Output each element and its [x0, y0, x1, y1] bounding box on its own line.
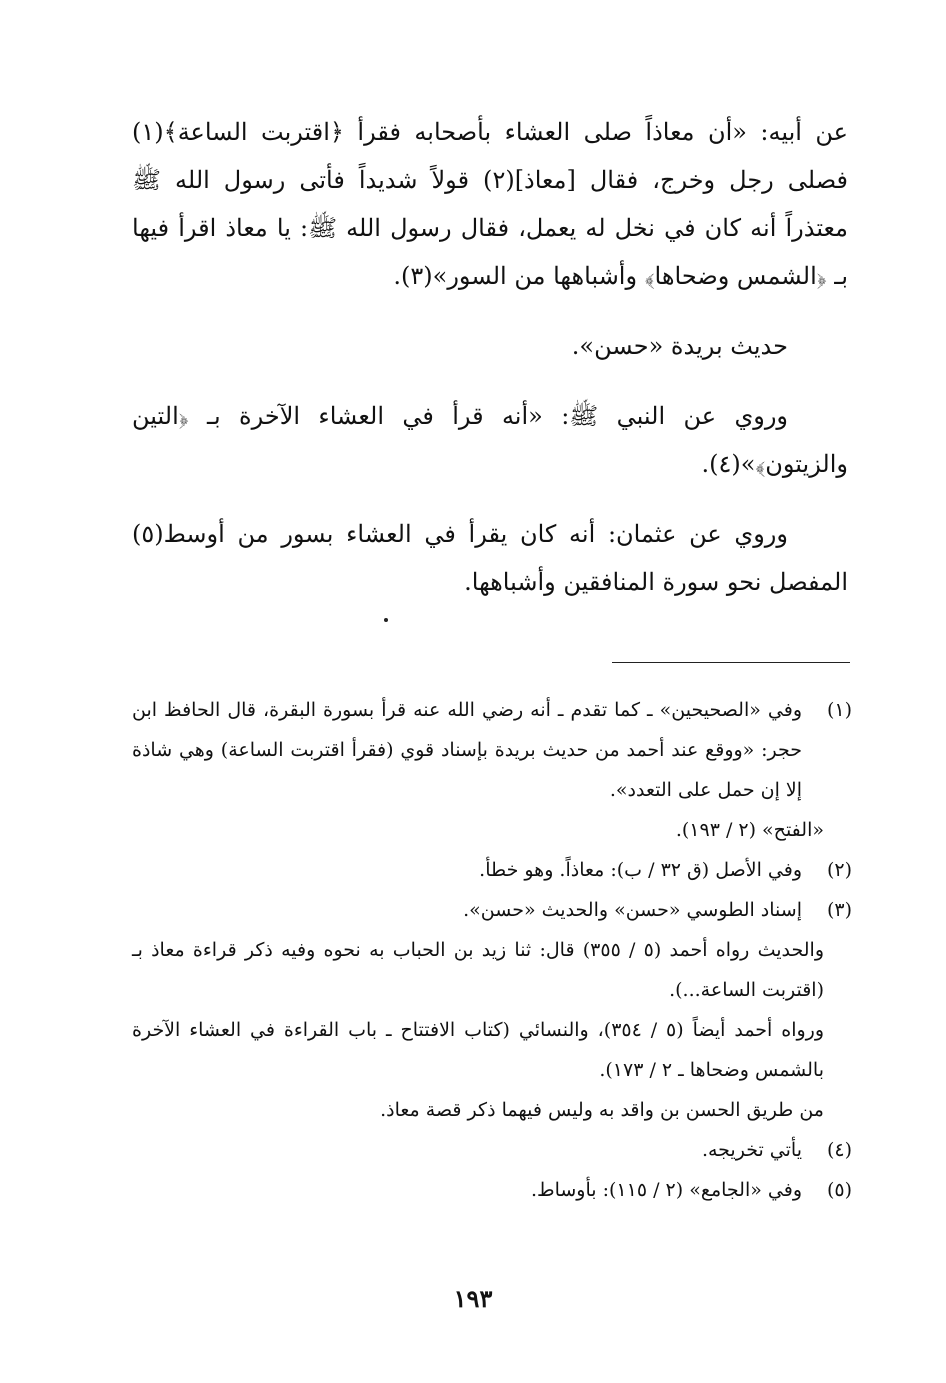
paragraph-2: حديث بريدة «حسن». [571, 332, 788, 360]
footnote-3-continuation-2: ورواه أحمد أيضاً (٥ / ٣٥٤)، والنسائي (كتاب الافتتاح ـ باب القراءة في العشاء الآخرة بالشمس وضحاها ـ ٢ / ١٧٣). [132, 1019, 824, 1081]
paragraph-4: وروي عن عثمان: أنه كان يقرأ في العشاء بسور من أوسط(٥) المفصل نحو سورة المنافقين وأشباهها. [132, 520, 848, 596]
footnotes [132, 690, 852, 1210]
footnote-number: (٣) [826, 899, 852, 921]
footnote-text: وفي الأصل (ق ٣٢ / ب): معاذاً. وهو خطأ. [479, 859, 802, 881]
stray-dot [384, 618, 388, 622]
paragraph-1: عن أبيه: «أن معاذاً صلى العشاء بأصحابه فقرأ ﴿اقتربت الساعة﴾(١) فصلى رجل وخرج، فقال [معاذ](٢) قولاً شديداً فأتى رسول الله ﷺ معتذراً أنه كان في نخل له يعمل، فقال رسول الله ﷺ: يا معاذ اقرأ فيها بـ ﴿الشمس وضحاها﴾ وأشباهها من السور»(٣). [132, 118, 848, 290]
footnote-text: وفي «الصحيحين» ـ كما تقدم ـ أنه رضي الله عنه قرأ بسورة البقرة، قال الحافظ ابن حجر: «ووقع عند أحمد من حديث بريدة بإسناد قوي (فقرأ اقتربت الساعة) وهي شاذة إلا إن حمل على التعدد». [132, 699, 802, 801]
footnote-number: (١) [826, 699, 852, 721]
footnote-text: وفي «الجامع» (٢ / ١١٥): بأوساط. [530, 1179, 802, 1201]
footnote-text: يأتي تخريجه. [701, 1139, 802, 1161]
footnote-number: (٥) [826, 1179, 852, 1201]
footnote-number: (٤) [826, 1139, 852, 1161]
main-text [132, 108, 848, 628]
footnote-3 [132, 890, 852, 930]
page-number: ١٩٣ [453, 1284, 493, 1313]
footnote-separator [612, 662, 850, 663]
footnote-1-continuation: «الفتح» (٢ / ١٩٣). [675, 819, 824, 841]
footnote-3-continuation-3: من طريق الحسن بن واقد به وليس فيهما ذكر قصة معاذ. [380, 1099, 824, 1121]
footnote-4 [132, 1130, 852, 1170]
footnote-2 [132, 850, 852, 890]
footnote-3-continuation-1: والحديث رواه أحمد (٥ / ٣٥٥) قال: ثنا زيد بن الحباب به نحوه وفيه ذكر قراءة معاذ بـ (اقتربت الساعة...). [132, 939, 824, 1001]
footnote-text: إسناد الطوسي «حسن» والحديث «حسن». [463, 899, 802, 921]
paragraph-3: وروي عن النبي ﷺ: «أنه قرأ في العشاء الآخرة بـ ﴿التين والزيتون﴾»(٤). [132, 402, 848, 478]
footnote-1 [132, 690, 852, 810]
footnote-5 [132, 1170, 852, 1210]
footnote-number: (٢) [826, 859, 852, 881]
